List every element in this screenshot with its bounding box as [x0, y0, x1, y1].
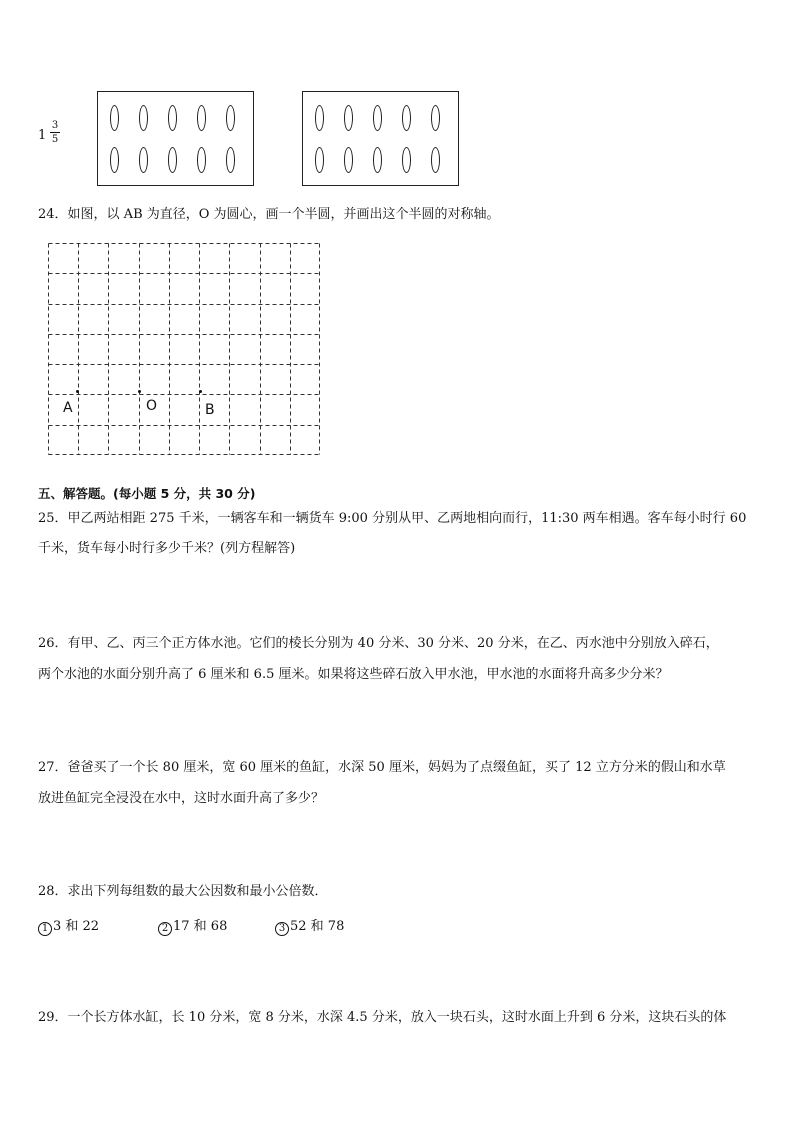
- oval-shape: [226, 105, 235, 131]
- mixed-number-whole: 1: [38, 128, 47, 143]
- option-3-mark: 3: [275, 922, 289, 936]
- option-3: [275, 915, 344, 936]
- option-2-mark: 2: [158, 922, 172, 936]
- oval-shape: [197, 105, 206, 131]
- oval-shape: [139, 105, 148, 131]
- oval-shape: [139, 147, 148, 173]
- oval-shape: [373, 147, 382, 173]
- oval-shape: [315, 147, 324, 173]
- grid-svg: [48, 243, 320, 455]
- option-2: [158, 915, 227, 936]
- question-27-line-2: 放进鱼缸完全浸没在水中，这时水面升高了多少？: [38, 791, 325, 806]
- question-28: 28．求出下列每组数的最大公因数和最小公倍数．: [38, 884, 328, 899]
- question-24: 24．如图，以 AB 为直径，O 为圆心，画一个半圆，并画出这个半圆的对称轴。: [38, 207, 500, 222]
- oval-shape: [402, 147, 411, 173]
- oval-shape: [110, 105, 119, 131]
- label-b: B: [205, 402, 215, 418]
- point-o: [138, 390, 141, 393]
- option-1: [38, 915, 99, 936]
- question-25-line-1: 25．甲乙两站相距 275 千米，一辆客车和一辆货车 9:00 分别从甲、乙两地相向而行，11:30 两车相遇。客车每小时行 60: [38, 511, 747, 526]
- oval-shape: [168, 105, 177, 131]
- mixed-number-fraction: [50, 120, 60, 145]
- oval-shape: [402, 105, 411, 131]
- option-1-text: 3 和 22: [53, 919, 100, 934]
- oval-shape: [344, 147, 353, 173]
- question-29-line-1: 29．一个长方体水缸，长 10 分米，宽 8 分米，水深 4.5 分米，放入一块石头，这时水面上升到 6 分米，这块石头的体: [38, 1010, 727, 1025]
- question-26-line-1: 26．有甲、乙、丙三个正方体水池。它们的棱长分别为 40 分米、30 分米、20 分米，在乙、丙水池中分别放入碎石，: [38, 636, 719, 651]
- fraction-bar: [50, 132, 60, 133]
- option-3-text: 52 和 78: [290, 919, 345, 934]
- oval-shape: [431, 105, 440, 131]
- oval-shape: [315, 105, 324, 131]
- fraction-numerator: 3: [51, 120, 59, 131]
- question-25-line-2: 千米，货车每小时行多少千米？(列方程解答): [38, 541, 296, 556]
- dashed-grid: [48, 243, 320, 455]
- point-b: [199, 390, 202, 393]
- oval-shape: [344, 105, 353, 131]
- label-a: A: [63, 400, 73, 416]
- option-1-mark: 1: [38, 922, 52, 936]
- oval-shape: [110, 147, 119, 173]
- oval-shape: [168, 147, 177, 173]
- option-2-text: 17 和 68: [173, 919, 228, 934]
- oval-shape: [431, 147, 440, 173]
- fraction-denominator: 5: [51, 134, 59, 145]
- label-o: O: [146, 398, 158, 414]
- oval-shape: [197, 147, 206, 173]
- point-a: [76, 390, 79, 393]
- oval-shape: [373, 105, 382, 131]
- oval-shape: [226, 147, 235, 173]
- question-26-line-2: 两个水池的水面分别升高了 6 厘米和 6.5 厘米。如果将这些碎石放入甲水池，甲水池的水面将升高多少分米？: [38, 667, 669, 682]
- question-27-line-1: 27．爸爸买了一个长 80 厘米，宽 60 厘米的鱼缸，水深 50 厘米，妈妈为了点缀鱼缸，买了 12 立方分米的假山和水草: [38, 760, 726, 775]
- section-title: 五、解答题。(每小题 5 分，共 30 分): [38, 486, 256, 501]
